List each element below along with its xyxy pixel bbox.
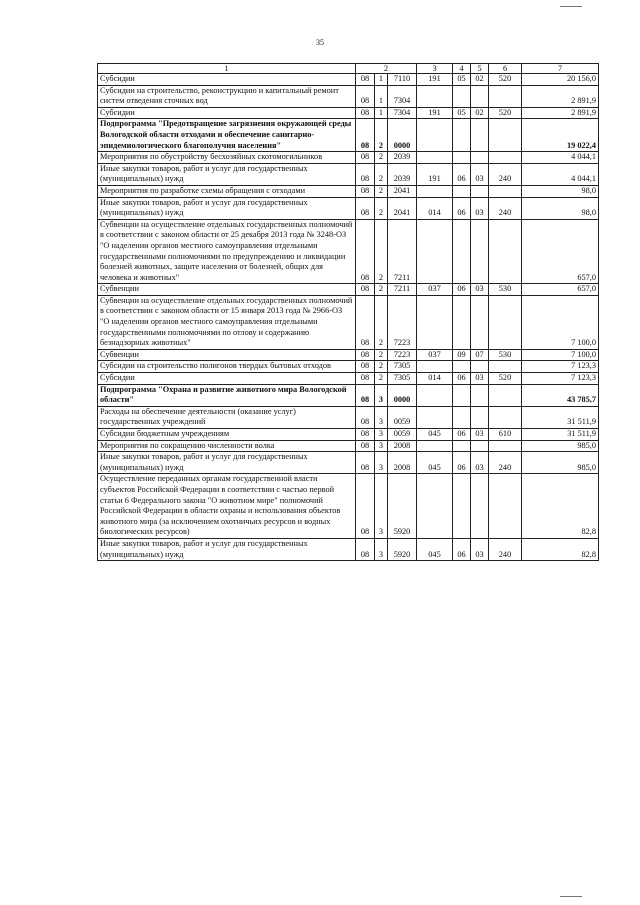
cell-amount: 43 785,7	[522, 384, 599, 406]
cell-grbs: 037	[417, 284, 453, 296]
cell-name: Иные закупки товаров, работ и услуг для государственных (муниципальных) нужд	[98, 538, 356, 560]
table-row	[98, 107, 599, 119]
cell-subsection: 07	[471, 349, 489, 361]
cell-subprogram: 1	[375, 85, 388, 107]
table-row	[98, 119, 599, 152]
cell-subsection	[471, 474, 489, 539]
table-row	[98, 74, 599, 86]
cell-amount: 31 511,9	[522, 406, 599, 428]
budget-table	[97, 63, 599, 561]
cell-name: Подпрограмма "Охрана и развитие животного мира Вологодской области"	[98, 384, 356, 406]
table-row	[98, 452, 599, 474]
cell-subsection: 03	[471, 538, 489, 560]
cell-section: 06	[453, 163, 471, 185]
cell-subsection: 03	[471, 452, 489, 474]
cell-amount: 2 891,9	[522, 85, 599, 107]
cell-subprogram: 2	[375, 163, 388, 185]
cell-subsection: 02	[471, 107, 489, 119]
cell-amount: 985,0	[522, 440, 599, 452]
cell-expense-type: 240	[489, 163, 522, 185]
cell-subprogram: 3	[375, 440, 388, 452]
cell-amount: 985,0	[522, 452, 599, 474]
cell-program: 08	[356, 163, 375, 185]
cell-name: Иные закупки товаров, работ и услуг для государственных (муниципальных) нужд	[98, 197, 356, 219]
table-row	[98, 406, 599, 428]
cell-direction: 2041	[388, 197, 417, 219]
scan-mark	[560, 6, 582, 7]
cell-grbs	[417, 219, 453, 284]
cell-amount: 7 100,0	[522, 349, 599, 361]
cell-direction: 0000	[388, 119, 417, 152]
cell-grbs	[417, 295, 453, 349]
cell-subprogram: 3	[375, 429, 388, 441]
cell-section: 06	[453, 197, 471, 219]
cell-grbs	[417, 152, 453, 164]
cell-direction: 2008	[388, 440, 417, 452]
header-col-3: 3	[417, 64, 453, 74]
header-col-2: 2	[356, 64, 417, 74]
cell-amount: 2 891,9	[522, 107, 599, 119]
cell-subprogram: 1	[375, 107, 388, 119]
cell-direction: 0000	[388, 384, 417, 406]
cell-subsection	[471, 152, 489, 164]
cell-amount: 4 044,1	[522, 152, 599, 164]
cell-program: 08	[356, 197, 375, 219]
cell-program: 08	[356, 107, 375, 119]
cell-program: 08	[356, 452, 375, 474]
cell-expense-type: 530	[489, 349, 522, 361]
page-number: 35	[316, 38, 324, 47]
cell-program: 08	[356, 185, 375, 197]
cell-grbs: 191	[417, 74, 453, 86]
cell-expense-type	[489, 474, 522, 539]
cell-subprogram: 3	[375, 474, 388, 539]
cell-direction: 0059	[388, 429, 417, 441]
cell-direction: 7304	[388, 107, 417, 119]
cell-program: 08	[356, 373, 375, 385]
table-row	[98, 440, 599, 452]
cell-program: 08	[356, 384, 375, 406]
cell-direction: 7211	[388, 219, 417, 284]
cell-amount: 98,0	[522, 197, 599, 219]
table-row	[98, 373, 599, 385]
cell-expense-type	[489, 119, 522, 152]
cell-program: 08	[356, 119, 375, 152]
cell-section: 05	[453, 107, 471, 119]
table-row	[98, 152, 599, 164]
cell-subprogram: 3	[375, 406, 388, 428]
cell-direction: 2039	[388, 163, 417, 185]
table-row	[98, 219, 599, 284]
cell-amount: 657,0	[522, 284, 599, 296]
cell-grbs	[417, 406, 453, 428]
cell-program: 08	[356, 284, 375, 296]
cell-subprogram: 2	[375, 349, 388, 361]
cell-subsection	[471, 295, 489, 349]
cell-section	[453, 440, 471, 452]
cell-section: 06	[453, 284, 471, 296]
cell-section: 06	[453, 373, 471, 385]
cell-subprogram: 3	[375, 538, 388, 560]
cell-subprogram: 2	[375, 284, 388, 296]
cell-direction: 7304	[388, 85, 417, 107]
cell-subprogram: 2	[375, 185, 388, 197]
cell-subsection	[471, 85, 489, 107]
cell-section	[453, 152, 471, 164]
cell-expense-type	[489, 361, 522, 373]
cell-direction: 5920	[388, 538, 417, 560]
cell-section	[453, 85, 471, 107]
cell-program: 08	[356, 85, 375, 107]
cell-subprogram: 2	[375, 152, 388, 164]
cell-section	[453, 361, 471, 373]
cell-grbs: 014	[417, 373, 453, 385]
cell-grbs	[417, 384, 453, 406]
cell-expense-type	[489, 85, 522, 107]
cell-grbs: 191	[417, 107, 453, 119]
cell-grbs: 191	[417, 163, 453, 185]
cell-grbs	[417, 440, 453, 452]
cell-expense-type	[489, 295, 522, 349]
cell-amount: 19 022,4	[522, 119, 599, 152]
cell-direction: 5920	[388, 474, 417, 539]
cell-amount: 31 511,9	[522, 429, 599, 441]
table-row	[98, 474, 599, 539]
cell-amount: 7 123,3	[522, 361, 599, 373]
cell-expense-type: 520	[489, 107, 522, 119]
cell-section	[453, 295, 471, 349]
cell-section	[453, 384, 471, 406]
cell-name: Субвенции на осуществление отдельных государственных полномочий в соответствии с законом области от 25 декабря 2013 года № 3248-ОЗ "О наделении органов местного самоуправления отдельными государственными полномочиями по предупреждению и ликвидации болезней животных, защите населения от болезней, общих для человека и животных"	[98, 219, 356, 284]
header-col-4: 4	[453, 64, 471, 74]
cell-section	[453, 474, 471, 539]
cell-grbs	[417, 185, 453, 197]
cell-program: 08	[356, 219, 375, 284]
cell-section	[453, 119, 471, 152]
cell-subsection	[471, 406, 489, 428]
cell-amount: 4 044,1	[522, 163, 599, 185]
table-row	[98, 429, 599, 441]
cell-grbs	[417, 119, 453, 152]
cell-grbs: 045	[417, 538, 453, 560]
cell-name: Субсидии на строительство, реконструкцию и капитальный ремонт систем отведения сточных вод	[98, 85, 356, 107]
cell-direction: 2041	[388, 185, 417, 197]
table-row	[98, 361, 599, 373]
cell-name: Мероприятия по обустройству бесхозяйных скотомогильников	[98, 152, 356, 164]
cell-direction: 7223	[388, 349, 417, 361]
table-row	[98, 163, 599, 185]
cell-subsection	[471, 440, 489, 452]
cell-program: 08	[356, 538, 375, 560]
cell-subprogram: 2	[375, 361, 388, 373]
cell-subprogram: 2	[375, 219, 388, 284]
cell-subsection	[471, 119, 489, 152]
cell-name: Субсидии на строительство полигонов твердых бытовых отходов	[98, 361, 356, 373]
cell-subsection	[471, 185, 489, 197]
header-col-6: 6	[489, 64, 522, 74]
cell-grbs: 037	[417, 349, 453, 361]
cell-subsection: 03	[471, 197, 489, 219]
cell-name: Субвенции	[98, 349, 356, 361]
cell-expense-type: 530	[489, 284, 522, 296]
cell-grbs: 045	[417, 452, 453, 474]
cell-direction: 0059	[388, 406, 417, 428]
cell-expense-type: 240	[489, 197, 522, 219]
cell-direction: 7223	[388, 295, 417, 349]
cell-subsection: 03	[471, 429, 489, 441]
cell-section: 06	[453, 452, 471, 474]
cell-name: Субсидии	[98, 373, 356, 385]
cell-section: 06	[453, 538, 471, 560]
cell-grbs	[417, 361, 453, 373]
cell-program: 08	[356, 152, 375, 164]
cell-name: Расходы на обеспечение деятельности (оказание услуг) государственных учреждений	[98, 406, 356, 428]
cell-program: 08	[356, 361, 375, 373]
cell-program: 08	[356, 295, 375, 349]
cell-name: Осуществление переданных органам государственной власти субъектов Российской Федерации в соответствии с частью первой статьи 6 Федерального закона "О животном мире" полномочий Российской Федерации в области охраны и использования объектов животного мира (за исключением охотничьих ресурсов и водных биологических ресурсов)	[98, 474, 356, 539]
cell-program: 08	[356, 429, 375, 441]
cell-name: Иные закупки товаров, работ и услуг для государственных (муниципальных) нужд	[98, 163, 356, 185]
cell-section	[453, 185, 471, 197]
header-col-1: 1	[98, 64, 356, 74]
cell-section: 05	[453, 74, 471, 86]
cell-grbs: 045	[417, 429, 453, 441]
cell-grbs: 014	[417, 197, 453, 219]
cell-name: Подпрограмма "Предотвращение загрязнения окружающей среды Вологодской области отходами и обеспечение санитарно-эпидемиологического благополучия населения"	[98, 119, 356, 152]
cell-section: 09	[453, 349, 471, 361]
cell-expense-type: 610	[489, 429, 522, 441]
cell-expense-type	[489, 185, 522, 197]
cell-program: 08	[356, 474, 375, 539]
cell-subprogram: 1	[375, 74, 388, 86]
cell-name: Иные закупки товаров, работ и услуг для государственных (муниципальных) нужд	[98, 452, 356, 474]
cell-name: Субвенции	[98, 284, 356, 296]
cell-expense-type	[489, 152, 522, 164]
header-col-7: 7	[522, 64, 599, 74]
cell-subprogram: 3	[375, 384, 388, 406]
cell-expense-type	[489, 384, 522, 406]
scan-mark	[560, 896, 582, 897]
cell-amount: 20 156,0	[522, 74, 599, 86]
cell-name: Мероприятия по сокращению численности волка	[98, 440, 356, 452]
header-row	[98, 64, 599, 74]
cell-section: 06	[453, 429, 471, 441]
cell-grbs	[417, 85, 453, 107]
table-row	[98, 349, 599, 361]
cell-name: Субвенции на осуществление отдельных государственных полномочий в соответствии с законом области от 15 января 2013 года № 2966-ОЗ "О наделении органов местного самоуправления отдельными государственными полномочиями по отлову и содержанию безнадзорных животных"	[98, 295, 356, 349]
cell-direction: 7305	[388, 373, 417, 385]
table-row	[98, 197, 599, 219]
header-col-5: 5	[471, 64, 489, 74]
cell-expense-type	[489, 440, 522, 452]
table-row	[98, 295, 599, 349]
table-row	[98, 538, 599, 560]
cell-program: 08	[356, 349, 375, 361]
cell-direction: 7110	[388, 74, 417, 86]
cell-subsection	[471, 219, 489, 284]
cell-subprogram: 3	[375, 452, 388, 474]
cell-direction: 2039	[388, 152, 417, 164]
cell-amount: 98,0	[522, 185, 599, 197]
cell-amount: 7 100,0	[522, 295, 599, 349]
cell-program: 08	[356, 74, 375, 86]
cell-amount: 657,0	[522, 219, 599, 284]
table-row	[98, 384, 599, 406]
cell-grbs	[417, 474, 453, 539]
cell-subsection: 02	[471, 74, 489, 86]
cell-subsection: 03	[471, 373, 489, 385]
cell-subprogram: 2	[375, 119, 388, 152]
cell-expense-type	[489, 219, 522, 284]
cell-expense-type	[489, 406, 522, 428]
cell-amount: 82,8	[522, 538, 599, 560]
cell-name: Мероприятия по разработке схемы обращения с отходами	[98, 185, 356, 197]
cell-direction: 7305	[388, 361, 417, 373]
cell-expense-type: 240	[489, 538, 522, 560]
cell-section	[453, 219, 471, 284]
cell-subprogram: 2	[375, 373, 388, 385]
table-row	[98, 185, 599, 197]
cell-subsection	[471, 361, 489, 373]
cell-name: Субсидии	[98, 107, 356, 119]
cell-amount: 82,8	[522, 474, 599, 539]
cell-amount: 7 123,3	[522, 373, 599, 385]
cell-subprogram: 2	[375, 295, 388, 349]
cell-expense-type: 520	[489, 373, 522, 385]
cell-direction: 2008	[388, 452, 417, 474]
table-row	[98, 284, 599, 296]
cell-section	[453, 406, 471, 428]
cell-program: 08	[356, 406, 375, 428]
cell-name: Субсидии бюджетным учреждениям	[98, 429, 356, 441]
cell-subsection: 03	[471, 163, 489, 185]
cell-subsection	[471, 384, 489, 406]
cell-name: Субсидии	[98, 74, 356, 86]
cell-direction: 7211	[388, 284, 417, 296]
cell-expense-type: 520	[489, 74, 522, 86]
cell-expense-type: 240	[489, 452, 522, 474]
cell-subprogram: 2	[375, 197, 388, 219]
table-row	[98, 85, 599, 107]
table-body	[98, 74, 599, 561]
cell-program: 08	[356, 440, 375, 452]
cell-subsection: 03	[471, 284, 489, 296]
